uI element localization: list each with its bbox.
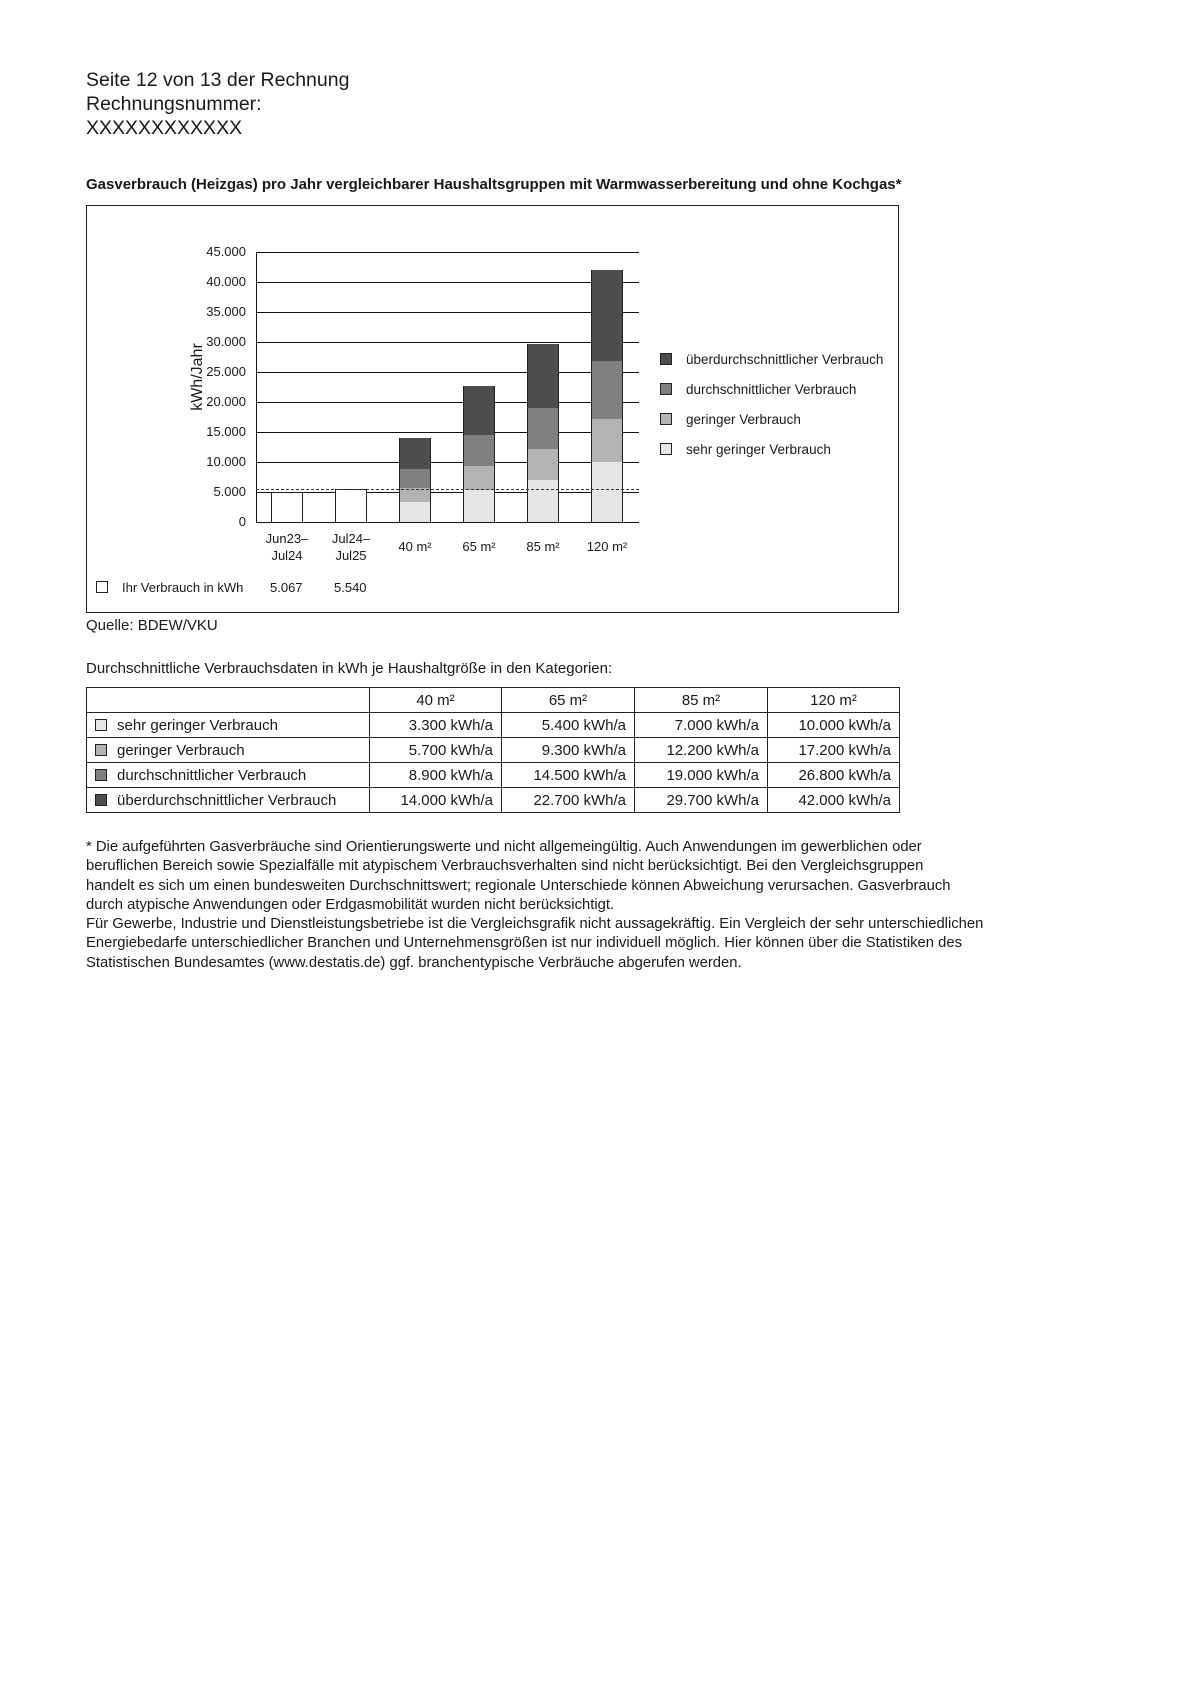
footnote-line: beruflichen Bereich sowie Spezialfälle mit atypischem Verbrauchsverhalten sind nicht berücksichtigt. Bei den Vergleichsgruppen (86, 858, 924, 875)
y-tick-label: 35.000 (206, 304, 246, 319)
value-cell: 10.000 kWh/a (768, 713, 900, 738)
legend-label: geringer Verbrauch (686, 412, 801, 427)
own-consumption-bar (335, 489, 367, 522)
value-cell: 14.000 kWh/a (370, 788, 502, 813)
gridline (256, 432, 639, 433)
gridline (256, 492, 639, 493)
legend-item (660, 412, 801, 427)
legend-swatch-icon (660, 443, 672, 455)
category-cell (87, 738, 370, 763)
value-cell: 29.700 kWh/a (635, 788, 768, 813)
source-note: Quelle: BDEW/VKU (86, 617, 218, 634)
category-swatch-icon (95, 769, 107, 781)
value-cell: 8.900 kWh/a (370, 763, 502, 788)
category-swatch-icon (95, 744, 107, 756)
y-tick-label: 0 (238, 514, 246, 529)
own-consumption-bar (271, 492, 303, 522)
legend-swatch-icon (660, 383, 672, 395)
footnote-line: Energiebedarfe unterschiedlicher Branchen und Unternehmensgrößen ist nur individuell möglich. Hier können über die Statistiken des (86, 935, 962, 952)
bar-segment (400, 438, 430, 469)
y-tick-label: 20.000 (206, 394, 246, 409)
plot-area (256, 252, 639, 522)
gridline (256, 462, 639, 463)
gridline (256, 312, 639, 313)
bar-segment (400, 502, 430, 522)
bar-segment (528, 449, 558, 480)
comparison-bar (399, 438, 431, 522)
legend-item (660, 352, 883, 367)
category-cell (87, 788, 370, 813)
x-label-line1: Jun23– (265, 531, 309, 546)
footnote-line: Für Gewerbe, Industrie und Dienstleistungsbetriebe ist die Vergleichsgrafik nicht aussagekräftig. Ein Vergleich der sehr unterschiedlichen (86, 916, 984, 933)
table-row (87, 788, 900, 813)
value-cell: 9.300 kWh/a (502, 738, 635, 763)
y-tick-label: 15.000 (206, 424, 246, 439)
gridline (256, 522, 639, 523)
x-label-line1: 120 m² (586, 539, 628, 554)
footnote (86, 838, 1106, 973)
x-label-line1: 85 m² (526, 539, 560, 554)
x-label-line2: Jul25 (335, 548, 367, 563)
value-cell: 14.500 kWh/a (502, 763, 635, 788)
value-cell: 5.700 kWh/a (370, 738, 502, 763)
bar-segment (400, 488, 430, 502)
own-consumption-value-2: 5.540 (334, 580, 367, 595)
footnote-line: * Die aufgeführten Gasverbräuche sind Orientierungswerte und nicht allgemeingültig. Auch Anwendungen im gewerblichen oder (86, 839, 922, 855)
legend-item (660, 382, 856, 397)
y-tick-label: 5.000 (213, 484, 246, 499)
bar-segment (464, 466, 494, 489)
table-header-cell: 120 m² (768, 688, 900, 713)
consumption-table (86, 687, 900, 813)
chart-title: Gasverbrauch (Heizgas) pro Jahr vergleichbarer Haushaltsgruppen mit Warmwasserbereitung und ohne Kochgas* (86, 176, 902, 193)
comparison-bar (591, 270, 623, 522)
bar-segment (592, 462, 622, 522)
category-swatch-icon (95, 719, 107, 731)
y-tick-label: 25.000 (206, 364, 246, 379)
y-axis-line (256, 252, 257, 522)
y-tick-label: 45.000 (206, 244, 246, 259)
value-cell: 7.000 kWh/a (635, 713, 768, 738)
category-cell (87, 713, 370, 738)
footnote-line: durch atypische Anwendungen oder Erdgasmobilität wurden nicht berücksichtigt. (86, 896, 615, 913)
value-cell: 3.300 kWh/a (370, 713, 502, 738)
gridline (256, 372, 639, 373)
invoice-number: XXXXXXXXXXXX (86, 117, 243, 139)
value-cell: 22.700 kWh/a (502, 788, 635, 813)
gridline (256, 342, 639, 343)
value-cell: 5.400 kWh/a (502, 713, 635, 738)
y-tick-label: 40.000 (206, 274, 246, 289)
gridline (256, 282, 639, 283)
bar-segment (592, 419, 622, 462)
footnote-line: handelt es sich um einen bundesweiten Durchschnittswert; regionale Unterschiede können Abweichung verursachen. Gasverbrauch (86, 877, 951, 894)
category-cell (87, 763, 370, 788)
table-row (87, 763, 900, 788)
own-consumption-row (96, 580, 243, 595)
bar-segment (592, 270, 622, 361)
footnote-line: Statistischen Bundesamtes (www.destatis.de) ggf. branchentypische Verbräuche abgerufen werden. (86, 954, 742, 971)
invoice-number-label: Rechnungsnummer: (86, 93, 262, 115)
table-header-cell: 40 m² (370, 688, 502, 713)
gridline (256, 402, 639, 403)
comparison-bar (463, 386, 495, 522)
category-swatch-icon (95, 794, 107, 806)
legend-swatch-icon (660, 413, 672, 425)
legend-swatch-icon (660, 353, 672, 365)
table-row (87, 713, 900, 738)
y-axis-label: kWh/Jahr (189, 343, 206, 411)
x-label-line1: 65 m² (462, 539, 496, 554)
value-cell: 17.200 kWh/a (768, 738, 900, 763)
bar-segment (528, 344, 558, 408)
value-cell: 19.000 kWh/a (635, 763, 768, 788)
bar-segment (528, 408, 558, 449)
table-header-cell: 65 m² (502, 688, 635, 713)
legend-label: überdurchschnittlicher Verbrauch (686, 352, 884, 367)
value-cell: 42.000 kWh/a (768, 788, 900, 813)
x-label-line1: Jul24– (331, 531, 371, 546)
category-label: sehr geringer Verbrauch (117, 716, 278, 734)
table-header-row (87, 688, 900, 713)
legend-item (660, 442, 831, 457)
gridline (256, 252, 639, 253)
legend-label: durchschnittlicher Verbrauch (686, 382, 857, 397)
table-intro: Durchschnittliche Verbrauchsdaten in kWh je Haushaltgröße in den Kategorien: (86, 660, 613, 677)
category-label: geringer Verbrauch (117, 741, 245, 759)
own-consumption-value-1: 5.067 (270, 580, 303, 595)
y-tick-label: 10.000 (206, 454, 246, 469)
value-cell: 26.800 kWh/a (768, 763, 900, 788)
x-label-line1: 40 m² (398, 539, 432, 554)
own-consumption-label: Ihr Verbrauch in kWh (122, 580, 244, 595)
comparison-bar (527, 344, 559, 522)
category-label: überdurchschnittlicher Verbrauch (117, 791, 337, 809)
x-label-line2: Jul24 (271, 548, 303, 563)
reference-line (256, 489, 639, 490)
table-header-cell (87, 688, 370, 713)
bar-segment (464, 386, 494, 435)
y-tick-label: 30.000 (206, 334, 246, 349)
value-cell: 12.200 kWh/a (635, 738, 768, 763)
table-header-cell: 85 m² (635, 688, 768, 713)
category-label: durchschnittlicher Verbrauch (117, 766, 307, 784)
page-info: Seite 12 von 13 der Rechnung (86, 69, 350, 91)
bar-segment (464, 490, 494, 522)
bar-segment (592, 361, 622, 419)
own-consumption-swatch-icon (96, 581, 108, 593)
bar-segment (400, 469, 430, 488)
x-axis-label (567, 538, 647, 555)
bar-segment (464, 435, 494, 466)
table-row (87, 738, 900, 763)
bar-segment (528, 480, 558, 522)
legend-label: sehr geringer Verbrauch (686, 442, 831, 457)
